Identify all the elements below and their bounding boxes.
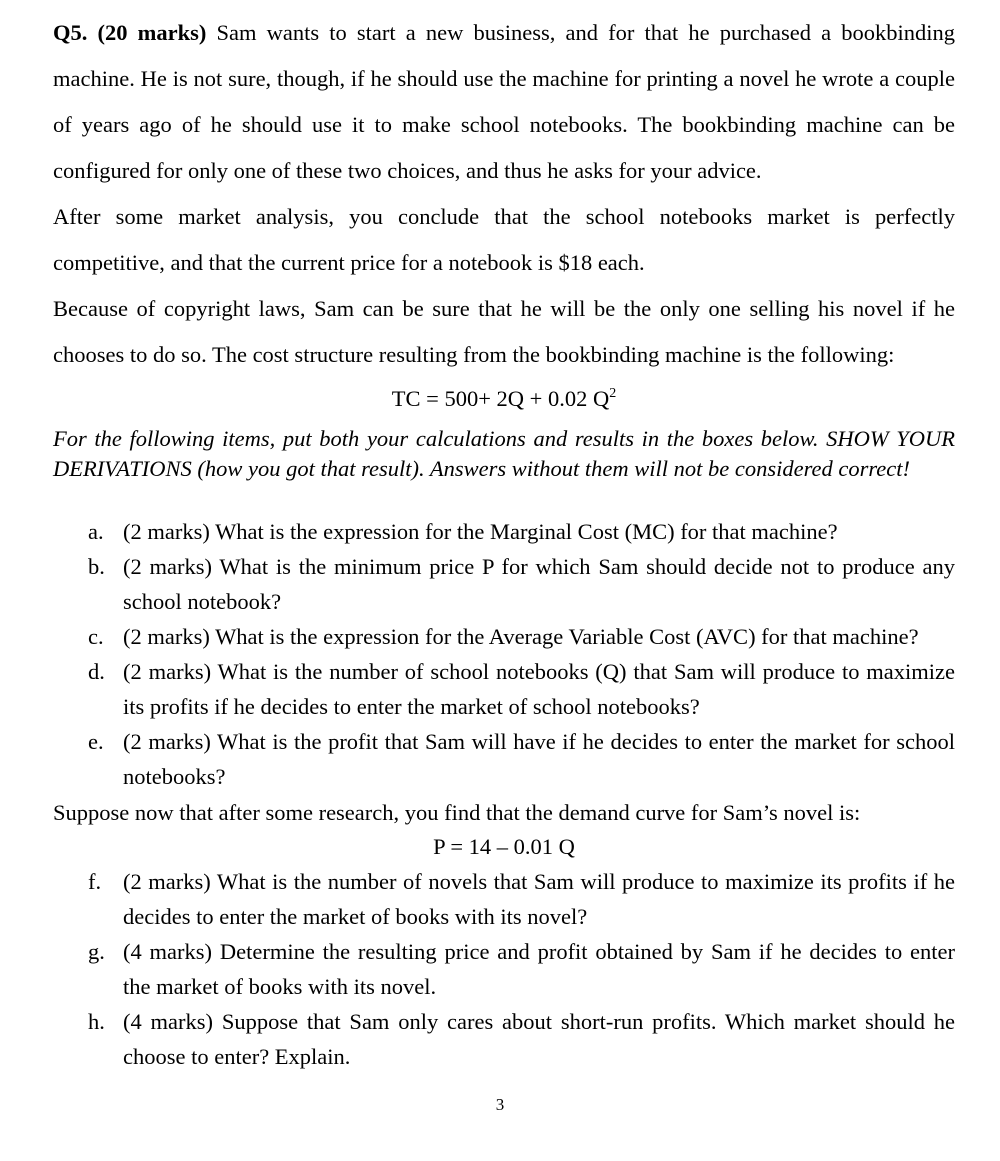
items-part2 (53, 864, 955, 1074)
list-item (53, 724, 955, 794)
intro-text: Sam wants to start a new business, and for that he purchased a bookbinding machine. He is not sure, though, if he should use the machine for printing a novel he wrote a couple of years ago of he should use it to make school notebooks. The bookbinding machine can be configured for only one of these two choices, and thus he asks for your advice. (53, 20, 956, 183)
item-letter: h. (88, 1009, 105, 1034)
list-item (53, 864, 955, 934)
copyright-paragraph: Because of copyright laws, Sam can be sure that he will be the only one selling his novel if he chooses to do so. The cost structure resulting from the bookbinding machine is the following: (53, 296, 955, 367)
question-label: Q5. (20 marks) (53, 20, 207, 45)
item-letter: f. (88, 869, 102, 894)
list-item (53, 1004, 955, 1074)
item-letter: a. (88, 519, 104, 544)
list-item (53, 514, 955, 549)
item-text: (2 marks) What is the number of school notebooks (Q) that Sam will produce to maximize its profits if he decides to enter the market of school notebooks? (123, 659, 955, 719)
items-part1 (53, 514, 955, 794)
item-letter: g. (88, 939, 105, 964)
item-text: (2 marks) What is the minimum price P for which Sam should decide not to produce any school notebook? (123, 554, 955, 614)
item-letter: d. (88, 659, 105, 684)
demand-formula: P = 14 – 0.01 Q (433, 834, 575, 859)
item-letter: b. (88, 554, 105, 579)
item-text: (2 marks) What is the profit that Sam will have if he decides to enter the market for school notebooks? (123, 729, 955, 789)
instructions: For the following items, put both your calculations and results in the boxes below. SHOW YOUR DERIVATIONS (how you got that result). Answers without them will not be considered correct! (53, 426, 955, 481)
item-text: (4 marks) Determine the resulting price and profit obtained by Sam if he decides to enter the market of books with its novel. (123, 939, 955, 999)
item-text: (2 marks) What is the expression for the Marginal Cost (MC) for that machine? (123, 519, 838, 544)
page-number: 3 (495, 1095, 505, 1114)
list-item (53, 619, 955, 654)
list-item (53, 934, 955, 1004)
item-letter: e. (88, 729, 104, 754)
suppose-paragraph: Suppose now that after some research, you find that the demand curve for Sam’s novel is: (53, 800, 861, 825)
list-item (53, 549, 955, 619)
item-text: (2 marks) What is the number of novels that Sam will produce to maximize its profits if he decides to enter the market of books with its novel? (123, 869, 955, 929)
tc-formula (53, 378, 955, 420)
item-letter: c. (88, 624, 104, 649)
item-text: (4 marks) Suppose that Sam only cares about short-run profits. Which market should he choose to enter? Explain. (123, 1009, 955, 1069)
intro-paragraph (53, 10, 955, 194)
question-page (53, 0, 955, 1074)
market-paragraph: After some market analysis, you conclude that the school notebooks market is perfectly competitive, and that the current price for a notebook is $18 each. (53, 204, 955, 275)
tc-exponent: 2 (609, 386, 617, 401)
item-text: (2 marks) What is the expression for the Average Variable Cost (AVC) for that machine? (123, 624, 919, 649)
tc-formula-text: TC = 500+ 2Q + 0.02 Q (391, 386, 610, 411)
list-item (53, 654, 955, 724)
